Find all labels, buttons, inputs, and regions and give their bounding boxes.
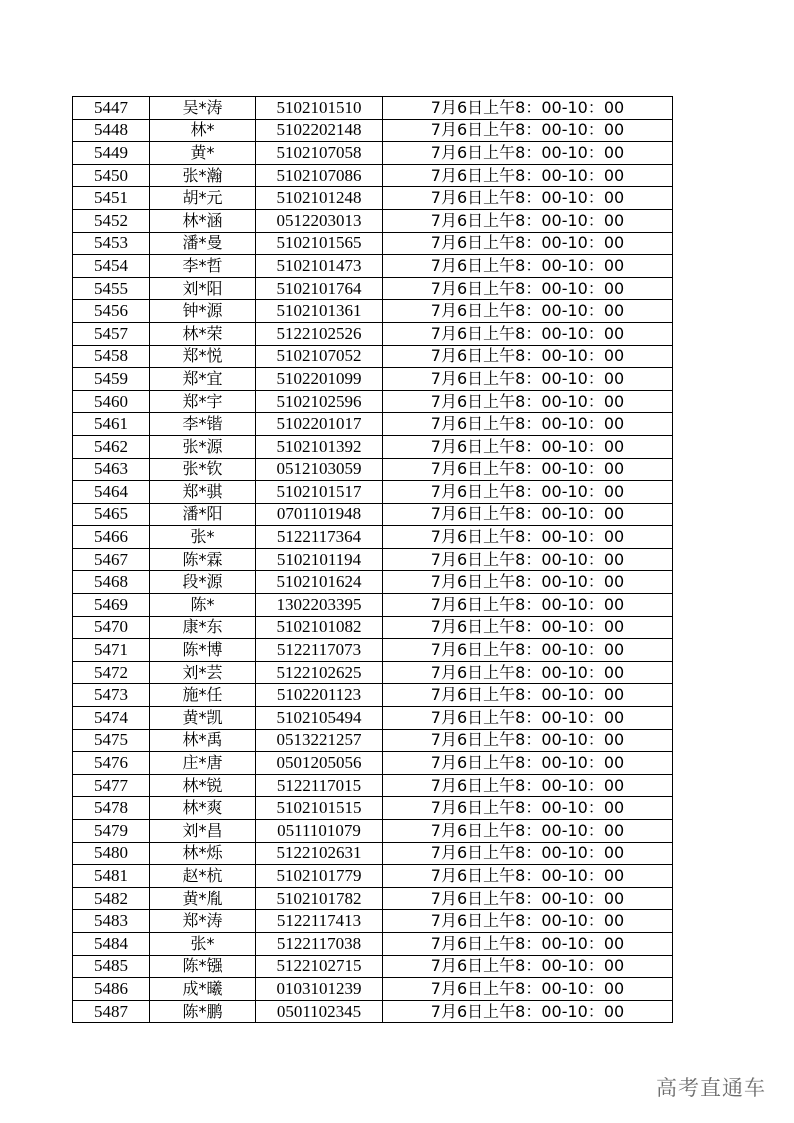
name-cell: 黄* (150, 142, 256, 165)
name-cell: 段*源 (150, 571, 256, 594)
table-row (73, 164, 673, 187)
seq-cell: 5451 (73, 187, 150, 210)
table-row (73, 932, 673, 955)
seq-cell: 5463 (73, 458, 150, 481)
name-cell: 李*锴 (150, 413, 256, 436)
table-row (73, 842, 673, 865)
name-cell: 林*荣 (150, 322, 256, 345)
time-cell: 7月6日上午8：00-10：00 (383, 820, 673, 843)
id-cell: 5102101515 (256, 797, 383, 820)
time-cell: 7月6日上午8：00-10：00 (383, 209, 673, 232)
id-cell: 0501102345 (256, 1000, 383, 1023)
table-row (73, 142, 673, 165)
table-row (73, 255, 673, 278)
id-cell: 5122117073 (256, 639, 383, 662)
id-cell: 5102202148 (256, 119, 383, 142)
time-cell: 7月6日上午8：00-10：00 (383, 707, 673, 730)
seq-cell: 5456 (73, 300, 150, 323)
seq-cell: 5457 (73, 322, 150, 345)
name-cell: 李*哲 (150, 255, 256, 278)
table-row (73, 774, 673, 797)
seq-cell: 5485 (73, 955, 150, 978)
seq-cell: 5480 (73, 842, 150, 865)
table-row (73, 684, 673, 707)
table-row (73, 865, 673, 888)
seq-cell: 5454 (73, 255, 150, 278)
seq-cell: 5447 (73, 97, 150, 120)
name-cell: 成*曦 (150, 978, 256, 1001)
seq-cell: 5449 (73, 142, 150, 165)
time-cell: 7月6日上午8：00-10：00 (383, 661, 673, 684)
time-cell: 7月6日上午8：00-10：00 (383, 300, 673, 323)
time-cell: 7月6日上午8：00-10：00 (383, 390, 673, 413)
table-row (73, 209, 673, 232)
time-cell: 7月6日上午8：00-10：00 (383, 684, 673, 707)
table-row (73, 548, 673, 571)
table-row (73, 390, 673, 413)
name-cell: 黄*凯 (150, 707, 256, 730)
name-cell: 张*源 (150, 435, 256, 458)
table-row (73, 435, 673, 458)
table-row (73, 797, 673, 820)
name-cell: 陈*镪 (150, 955, 256, 978)
name-cell: 林*锐 (150, 774, 256, 797)
table-row (73, 232, 673, 255)
exam-schedule-body (73, 97, 673, 1023)
name-cell: 张*瀚 (150, 164, 256, 187)
name-cell: 张* (150, 526, 256, 549)
name-cell: 陈*霖 (150, 548, 256, 571)
seq-cell: 5459 (73, 368, 150, 391)
name-cell: 刘*昌 (150, 820, 256, 843)
seq-cell: 5478 (73, 797, 150, 820)
seq-cell: 5470 (73, 616, 150, 639)
id-cell: 5102101782 (256, 887, 383, 910)
table-row (73, 322, 673, 345)
seq-cell: 5483 (73, 910, 150, 933)
time-cell: 7月6日上午8：00-10：00 (383, 594, 673, 617)
time-cell: 7月6日上午8：00-10：00 (383, 729, 673, 752)
seq-cell: 5462 (73, 435, 150, 458)
name-cell: 郑*涛 (150, 910, 256, 933)
time-cell: 7月6日上午8：00-10：00 (383, 842, 673, 865)
time-cell: 7月6日上午8：00-10：00 (383, 503, 673, 526)
table-row (73, 413, 673, 436)
table-row (73, 187, 673, 210)
time-cell: 7月6日上午8：00-10：00 (383, 187, 673, 210)
table-row (73, 526, 673, 549)
time-cell: 7月6日上午8：00-10：00 (383, 277, 673, 300)
time-cell: 7月6日上午8：00-10：00 (383, 616, 673, 639)
id-cell: 0701101948 (256, 503, 383, 526)
id-cell: 5122117364 (256, 526, 383, 549)
table-row (73, 368, 673, 391)
time-cell: 7月6日上午8：00-10：00 (383, 345, 673, 368)
id-cell: 5122102625 (256, 661, 383, 684)
seq-cell: 5482 (73, 887, 150, 910)
table-row (73, 300, 673, 323)
time-cell: 7月6日上午8：00-10：00 (383, 526, 673, 549)
seq-cell: 5481 (73, 865, 150, 888)
time-cell: 7月6日上午8：00-10：00 (383, 910, 673, 933)
name-cell: 刘*阳 (150, 277, 256, 300)
id-cell: 5102101361 (256, 300, 383, 323)
name-cell: 胡*元 (150, 187, 256, 210)
time-cell: 7月6日上午8：00-10：00 (383, 322, 673, 345)
id-cell: 5102101779 (256, 865, 383, 888)
name-cell: 吴*涛 (150, 97, 256, 120)
name-cell: 陈* (150, 594, 256, 617)
seq-cell: 5460 (73, 390, 150, 413)
seq-cell: 5469 (73, 594, 150, 617)
name-cell: 庄*唐 (150, 752, 256, 775)
id-cell: 5122117015 (256, 774, 383, 797)
id-cell: 5102101624 (256, 571, 383, 594)
table-row (73, 661, 673, 684)
seq-cell: 5466 (73, 526, 150, 549)
id-cell: 5102101248 (256, 187, 383, 210)
id-cell: 5102105494 (256, 707, 383, 730)
name-cell: 林*烁 (150, 842, 256, 865)
table-row (73, 910, 673, 933)
table-row (73, 729, 673, 752)
table-row (73, 345, 673, 368)
id-cell: 5102102596 (256, 390, 383, 413)
seq-cell: 5450 (73, 164, 150, 187)
time-cell: 7月6日上午8：00-10：00 (383, 119, 673, 142)
time-cell: 7月6日上午8：00-10：00 (383, 458, 673, 481)
seq-cell: 5465 (73, 503, 150, 526)
table-row (73, 503, 673, 526)
time-cell: 7月6日上午8：00-10：00 (383, 142, 673, 165)
time-cell: 7月6日上午8：00-10：00 (383, 865, 673, 888)
table-row (73, 978, 673, 1001)
id-cell: 0511101079 (256, 820, 383, 843)
name-cell: 赵*杭 (150, 865, 256, 888)
table-row (73, 594, 673, 617)
id-cell: 5122117413 (256, 910, 383, 933)
exam-schedule-table (72, 96, 673, 1023)
seq-cell: 5464 (73, 481, 150, 504)
name-cell: 刘*芸 (150, 661, 256, 684)
time-cell: 7月6日上午8：00-10：00 (383, 955, 673, 978)
table-row (73, 1000, 673, 1023)
id-cell: 5102107058 (256, 142, 383, 165)
name-cell: 施*任 (150, 684, 256, 707)
name-cell: 林*爽 (150, 797, 256, 820)
watermark-text: 高考直通车 (656, 1076, 766, 1100)
name-cell: 黄*胤 (150, 887, 256, 910)
time-cell: 7月6日上午8：00-10：00 (383, 97, 673, 120)
id-cell: 5102101565 (256, 232, 383, 255)
id-cell: 5102101473 (256, 255, 383, 278)
time-cell: 7月6日上午8：00-10：00 (383, 413, 673, 436)
seq-cell: 5458 (73, 345, 150, 368)
table-row (73, 707, 673, 730)
id-cell: 0512103059 (256, 458, 383, 481)
name-cell: 张* (150, 932, 256, 955)
seq-cell: 5468 (73, 571, 150, 594)
time-cell: 7月6日上午8：00-10：00 (383, 639, 673, 662)
name-cell: 钟*源 (150, 300, 256, 323)
seq-cell: 5453 (73, 232, 150, 255)
time-cell: 7月6日上午8：00-10：00 (383, 752, 673, 775)
id-cell: 0512203013 (256, 209, 383, 232)
name-cell: 林*禹 (150, 729, 256, 752)
id-cell: 5102101392 (256, 435, 383, 458)
id-cell: 5122102715 (256, 955, 383, 978)
name-cell: 潘*阳 (150, 503, 256, 526)
id-cell: 5102101194 (256, 548, 383, 571)
id-cell: 5122102631 (256, 842, 383, 865)
id-cell: 0103101239 (256, 978, 383, 1001)
time-cell: 7月6日上午8：00-10：00 (383, 255, 673, 278)
seq-cell: 5486 (73, 978, 150, 1001)
id-cell: 5122102526 (256, 322, 383, 345)
name-cell: 林*涵 (150, 209, 256, 232)
seq-cell: 5473 (73, 684, 150, 707)
time-cell: 7月6日上午8：00-10：00 (383, 435, 673, 458)
time-cell: 7月6日上午8：00-10：00 (383, 1000, 673, 1023)
table-row (73, 481, 673, 504)
id-cell: 5102107052 (256, 345, 383, 368)
name-cell: 陈*博 (150, 639, 256, 662)
id-cell: 5102101082 (256, 616, 383, 639)
time-cell: 7月6日上午8：00-10：00 (383, 368, 673, 391)
table-row (73, 119, 673, 142)
name-cell: 康*东 (150, 616, 256, 639)
name-cell: 陈*鹏 (150, 1000, 256, 1023)
time-cell: 7月6日上午8：00-10：00 (383, 932, 673, 955)
time-cell: 7月6日上午8：00-10：00 (383, 571, 673, 594)
seq-cell: 5452 (73, 209, 150, 232)
time-cell: 7月6日上午8：00-10：00 (383, 164, 673, 187)
table-row (73, 639, 673, 662)
seq-cell: 5474 (73, 707, 150, 730)
table-row (73, 571, 673, 594)
time-cell: 7月6日上午8：00-10：00 (383, 978, 673, 1001)
name-cell: 郑*宇 (150, 390, 256, 413)
id-cell: 5102201123 (256, 684, 383, 707)
time-cell: 7月6日上午8：00-10：00 (383, 232, 673, 255)
name-cell: 郑*宜 (150, 368, 256, 391)
table-row (73, 616, 673, 639)
table-row (73, 458, 673, 481)
table-row (73, 887, 673, 910)
seq-cell: 5487 (73, 1000, 150, 1023)
seq-cell: 5461 (73, 413, 150, 436)
seq-cell: 5477 (73, 774, 150, 797)
seq-cell: 5467 (73, 548, 150, 571)
table-row (73, 955, 673, 978)
name-cell: 林* (150, 119, 256, 142)
table-row (73, 752, 673, 775)
name-cell: 郑*悦 (150, 345, 256, 368)
time-cell: 7月6日上午8：00-10：00 (383, 774, 673, 797)
id-cell: 5102107086 (256, 164, 383, 187)
id-cell: 0513221257 (256, 729, 383, 752)
id-cell: 5102101764 (256, 277, 383, 300)
seq-cell: 5476 (73, 752, 150, 775)
id-cell: 5102201099 (256, 368, 383, 391)
time-cell: 7月6日上午8：00-10：00 (383, 797, 673, 820)
id-cell: 5102201017 (256, 413, 383, 436)
table-row (73, 97, 673, 120)
seq-cell: 5471 (73, 639, 150, 662)
seq-cell: 5455 (73, 277, 150, 300)
seq-cell: 5479 (73, 820, 150, 843)
name-cell: 潘*曼 (150, 232, 256, 255)
time-cell: 7月6日上午8：00-10：00 (383, 548, 673, 571)
id-cell: 0501205056 (256, 752, 383, 775)
time-cell: 7月6日上午8：00-10：00 (383, 887, 673, 910)
time-cell: 7月6日上午8：00-10：00 (383, 481, 673, 504)
seq-cell: 5448 (73, 119, 150, 142)
id-cell: 5122117038 (256, 932, 383, 955)
table-row (73, 820, 673, 843)
id-cell: 5102101510 (256, 97, 383, 120)
seq-cell: 5472 (73, 661, 150, 684)
name-cell: 郑*骐 (150, 481, 256, 504)
seq-cell: 5484 (73, 932, 150, 955)
id-cell: 1302203395 (256, 594, 383, 617)
seq-cell: 5475 (73, 729, 150, 752)
name-cell: 张*钦 (150, 458, 256, 481)
table-row (73, 277, 673, 300)
id-cell: 5102101517 (256, 481, 383, 504)
